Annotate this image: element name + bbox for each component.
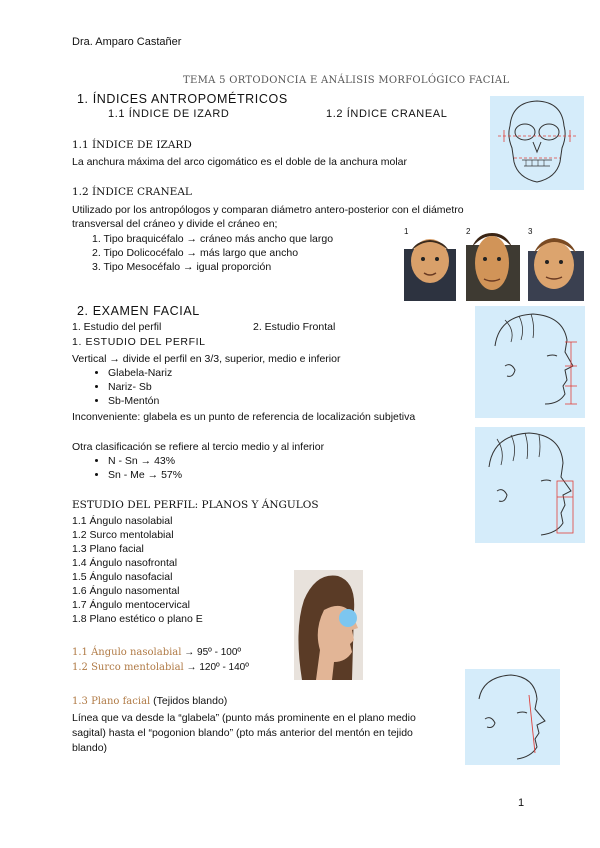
- izard-title: 1.1 ÍNDICE DE IZARD: [72, 139, 192, 151]
- angle-mentolabial-value: → 120º - 140º: [186, 662, 249, 673]
- list-item: 1.6 Ángulo nasomental: [72, 585, 180, 597]
- angle-nasolabial-row: [72, 646, 241, 660]
- angle-nasolabial-label: 1.1 Ángulo nasolabial: [72, 647, 182, 658]
- list-item: • N - Sn → 43%: [108, 454, 182, 468]
- profile-photo: [294, 570, 363, 680]
- perfil-title: 1. ESTUDIO DEL PERFIL: [72, 336, 206, 348]
- section1-sub-izard: 1.1 ÍNDICE DE IZARD: [108, 108, 230, 120]
- section1-heading: 1. ÍNDICES ANTROPOMÉTRICOS: [77, 92, 288, 106]
- list-item: • Sb-Mentón: [108, 394, 172, 408]
- plano-facial-label: 1.3 Plano facial: [72, 696, 151, 707]
- section2-heading: 2. EXAMEN FACIAL: [77, 304, 200, 318]
- page-title: TEMA 5 ORTODONCIA E ANÁLISIS MORFOLÓGICO FACIAL: [183, 75, 510, 86]
- face-label-1: 1: [404, 227, 409, 236]
- face-label-3: 3: [528, 227, 533, 236]
- planes-angles-list: [72, 514, 203, 626]
- plano-facial-title: [72, 694, 227, 709]
- list-item: 1.3 Plano facial: [72, 543, 144, 555]
- section2-sub-frontal: 2. Estudio Frontal: [253, 321, 336, 333]
- izard-text: La anchura máxima del arco cigomático es el doble de la anchura molar: [72, 156, 408, 168]
- angle-mentolabial-label: 1.2 Surco mentolabial: [72, 662, 184, 673]
- section1-sub-craneal: 1.2 ÍNDICE CRANEAL: [326, 108, 448, 120]
- plano-facial-text-1: Línea que va desde la “glabela” (punto más prominente en el plano medio: [72, 712, 416, 724]
- list-item: 1. Tipo braquicéfalo → cráneo más ancho que largo: [92, 233, 334, 245]
- craneal-title: 1.2 ÍNDICE CRANEAL: [72, 186, 192, 198]
- list-item: 1.1 Ángulo nasolabial: [72, 515, 173, 527]
- profile-middle-lower-illustration: [475, 427, 585, 543]
- inconveniente-text: Inconveniente: glabela es un punto de referencia de localización subjetiva: [72, 411, 416, 423]
- otra-clasificacion-text: Otra clasificación se refiere al tercio medio y al inferior: [72, 441, 325, 453]
- cranial-types-faces: [400, 225, 586, 301]
- list-item: 2. Tipo Dolicocéfalo → más largo que ancho: [92, 247, 299, 259]
- profile-thirds-illustration: [475, 306, 585, 418]
- vertical-text: Vertical → divide el perfil en 3/3, superior, medio e inferior: [72, 353, 341, 365]
- list-item: 3. Tipo Mesocéfalo → igual proporción: [92, 261, 272, 273]
- cranial-type-list: [92, 232, 333, 274]
- facial-plane-illustration: [465, 669, 560, 765]
- list-item: 1.7 Ángulo mentocervical: [72, 599, 190, 611]
- vertical-thirds-list: [108, 366, 172, 408]
- angle-nasolabial-value: → 95º - 100º: [184, 647, 242, 658]
- craneal-text-2: transversal del cráneo y divide el cráneo en;: [72, 218, 278, 230]
- list-item: 1.5 Ángulo nasofacial: [72, 571, 173, 583]
- face-label-2: 2: [466, 227, 471, 236]
- craneal-text-1: Utilizado por los antropólogos y comparan diámetro antero-posterior con el diámetro: [72, 204, 464, 216]
- list-item: • Nariz- Sb: [108, 380, 172, 394]
- section2-sub-perfil: 1. Estudio del perfil: [72, 321, 162, 333]
- list-item: 1.4 Ángulo nasofrontal: [72, 557, 178, 569]
- skull-illustration: [490, 96, 584, 190]
- list-item: 1.8 Plano estético o plano E: [72, 613, 203, 625]
- plano-facial-paren: (Tejidos blando): [153, 695, 228, 707]
- plano-facial-text-2: sagital) hasta el “pogonion blando” (pto más anterior del mentón en tejido: [72, 727, 413, 739]
- list-item: 1.2 Surco mentolabial: [72, 529, 174, 541]
- list-item: • Glabela-Nariz: [108, 366, 172, 380]
- page-number: 1: [518, 797, 525, 809]
- section3-heading: ESTUDIO DEL PERFIL: PLANOS Y ÁNGULOS: [72, 499, 319, 511]
- list-item: • Sn - Me → 57%: [108, 468, 182, 482]
- angle-mentolabial-row: [72, 661, 249, 675]
- author-header: Dra. Amparo Castañer: [72, 36, 182, 48]
- middle-lower-third-list: [108, 454, 182, 482]
- plano-facial-text-3: blando): [72, 742, 108, 754]
